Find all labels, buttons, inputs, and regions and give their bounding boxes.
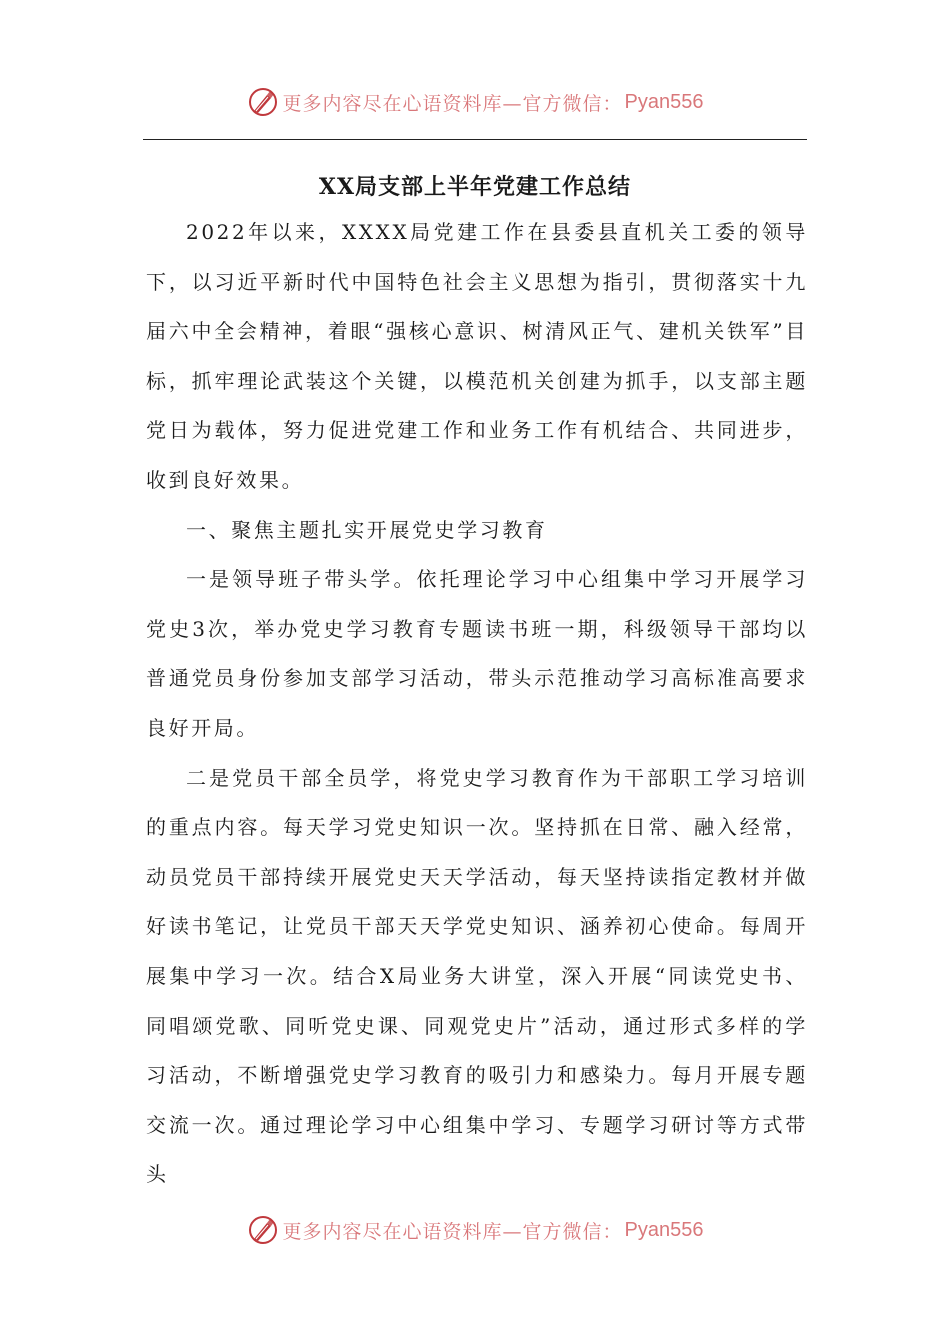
pen-nib-logo-icon xyxy=(247,86,279,118)
watermark-handle: Pyan556 xyxy=(624,90,704,113)
footer-watermark xyxy=(0,1210,950,1250)
header-divider xyxy=(143,139,807,140)
header-watermark xyxy=(0,82,950,122)
paragraph-intro: 2022年以来，XXXX局党建工作在县委县直机关工委的领导下，以习近平新时代中国特色社会主义思想为指引，贯彻落实十九届六中全会精神，着眼“强核心意识、树清风正气、建机关铁军”目标，抓牢理论武装这个关键，以模范机关创建为抓手，以支部主题党日为载体，努力促进党建工作和业务工作有机结合、共同进步，收到良好效果。 xyxy=(146,220,808,492)
document-body xyxy=(146,208,808,1200)
section-heading-1: 一、聚焦主题扎实开展党史学习教育 xyxy=(186,517,548,542)
paragraph-leadership: 一是领导班子带头学。依托理论学习中心组集中学习开展学习党史3次，举办党史学习教育专题读书班一期，科级领导干部均以普通党员身份参加支部学习活动，带头示范推动学习高标准高要求良好开局。 xyxy=(146,567,808,740)
watermark-text: 更多内容尽在心语资料库—官方微信： xyxy=(282,1220,623,1243)
watermark-text: 更多内容尽在心语资料库—官方微信： xyxy=(282,92,623,115)
document-title: XX局支部上半年党建工作总结 xyxy=(318,174,632,200)
watermark-handle: Pyan556 xyxy=(624,1218,704,1241)
pen-nib-logo-icon xyxy=(247,1214,279,1246)
paragraph-all-members: 二是党员干部全员学，将党史学习教育作为干部职工学习培训的重点内容。每天学习党史知识一次。坚持抓在日常、融入经常，动员党员干部持续开展党史天天学活动，每天坚持读指定教材并做好读书笔记，让党员干部天天学党史知识、涵养初心使命。每周开展集中学习一次。结合X局业务大讲堂，深入开展“同读党史书、同唱颂党歌、同听党史课、同观党史片”活动，通过形式多样的学习活动，不断增强党史学习教育的吸引力和感染力。每月开展专题交流一次。通过理论学习中心组集中学习、专题学习研讨等方式带头 xyxy=(146,765,808,1187)
